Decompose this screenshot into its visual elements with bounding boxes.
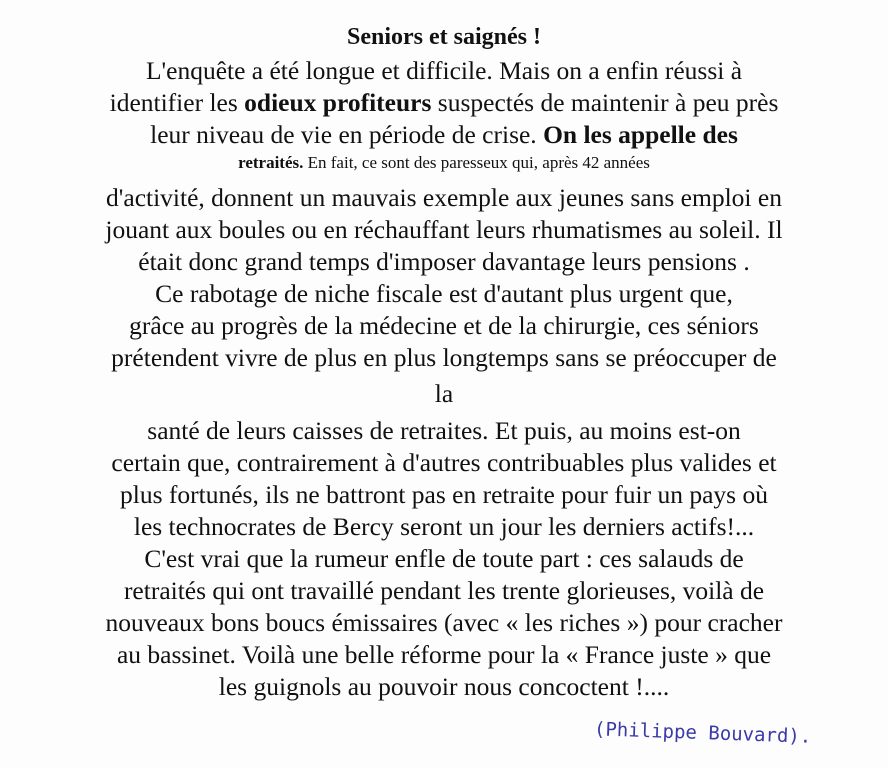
- text-segment: au bassinet. Voilà une belle réforme pour la « France juste » que: [116, 640, 772, 669]
- text-segment: les technocrates de Bercy seront un jour les derniers actifs!...: [133, 512, 755, 541]
- text-segment: grâce au progrès de la médecine et de la chirurgie, ces séniors: [129, 311, 759, 340]
- document-title: Seniors et saignés !: [347, 24, 541, 50]
- text-line: [0, 183, 888, 213]
- text-line: [0, 379, 888, 409]
- text-line: [0, 215, 888, 245]
- text-segment: nouveaux bons boucs émissaires (avec « les riches ») pour cracher: [105, 608, 783, 637]
- text-segment: prétendent vivre de plus en plus longtemps sans se préoccuper de: [111, 343, 777, 372]
- text-line: [0, 448, 888, 478]
- text-segment: était donc grand temps d'imposer davantage leurs pensions .: [138, 247, 750, 276]
- text-segment: certain que, contrairement à d'autres contribuables plus valides et: [111, 448, 777, 477]
- text-line: [0, 56, 888, 86]
- text-line: [0, 480, 888, 510]
- text-line: [0, 311, 888, 341]
- text-line: [0, 544, 888, 574]
- text-segment: En fait, ce sont des paresseux qui, après 42 années: [303, 153, 650, 172]
- text-line: [0, 247, 888, 277]
- text-segment: plus fortunés, ils ne battront pas en retraite pour fuir un pays où: [120, 480, 768, 509]
- text-line: [0, 672, 888, 702]
- text-line: [0, 343, 888, 373]
- text-segment: C'est vrai que la rumeur enfle de toute part : ces salauds de: [144, 544, 744, 573]
- svg-text:(Philippe Bouvard).: (Philippe Bouvard).: [593, 718, 812, 748]
- text-line: [0, 416, 888, 446]
- text-segment: leur niveau de vie en période de crise.: [150, 120, 544, 149]
- bold-text: On les appelle des: [543, 120, 738, 149]
- text-segment: d'activité, donnent un mauvais exemple aux jeunes sans emploi en: [106, 183, 782, 212]
- bold-text: retraités.: [238, 153, 304, 172]
- text-segment: santé de leurs caisses de retraites. Et puis, au moins est-on: [147, 416, 741, 445]
- text-line: [0, 576, 888, 606]
- text-line: [0, 120, 888, 150]
- text-segment: identifier les: [109, 88, 245, 117]
- text-line: [0, 279, 888, 309]
- text-line: [0, 608, 888, 638]
- text-segment: Ce rabotage de niche fiscale est d'autant plus urgent que,: [155, 279, 733, 308]
- text-segment: jouant aux boules ou en réchauffant leurs rhumatismes au soleil. Il: [105, 215, 783, 244]
- text-line: [0, 512, 888, 542]
- text-segment: suspectés de maintenir à peu près: [431, 88, 779, 117]
- text-segment: les guignols au pouvoir nous concoctent !....: [218, 672, 670, 701]
- text-segment: retraités qui ont travaillé pendant les trente glorieuses, voilà de: [123, 576, 765, 605]
- text-line: [0, 640, 888, 670]
- text-line: [0, 152, 888, 174]
- handwritten-signature: [592, 712, 822, 752]
- text-line: [0, 88, 888, 118]
- bold-text: odieux profiteurs: [244, 88, 432, 117]
- text-segment: L'enquête a été longue et difficile. Mais on a enfin réussi à: [145, 56, 743, 85]
- text-segment: la: [434, 379, 454, 408]
